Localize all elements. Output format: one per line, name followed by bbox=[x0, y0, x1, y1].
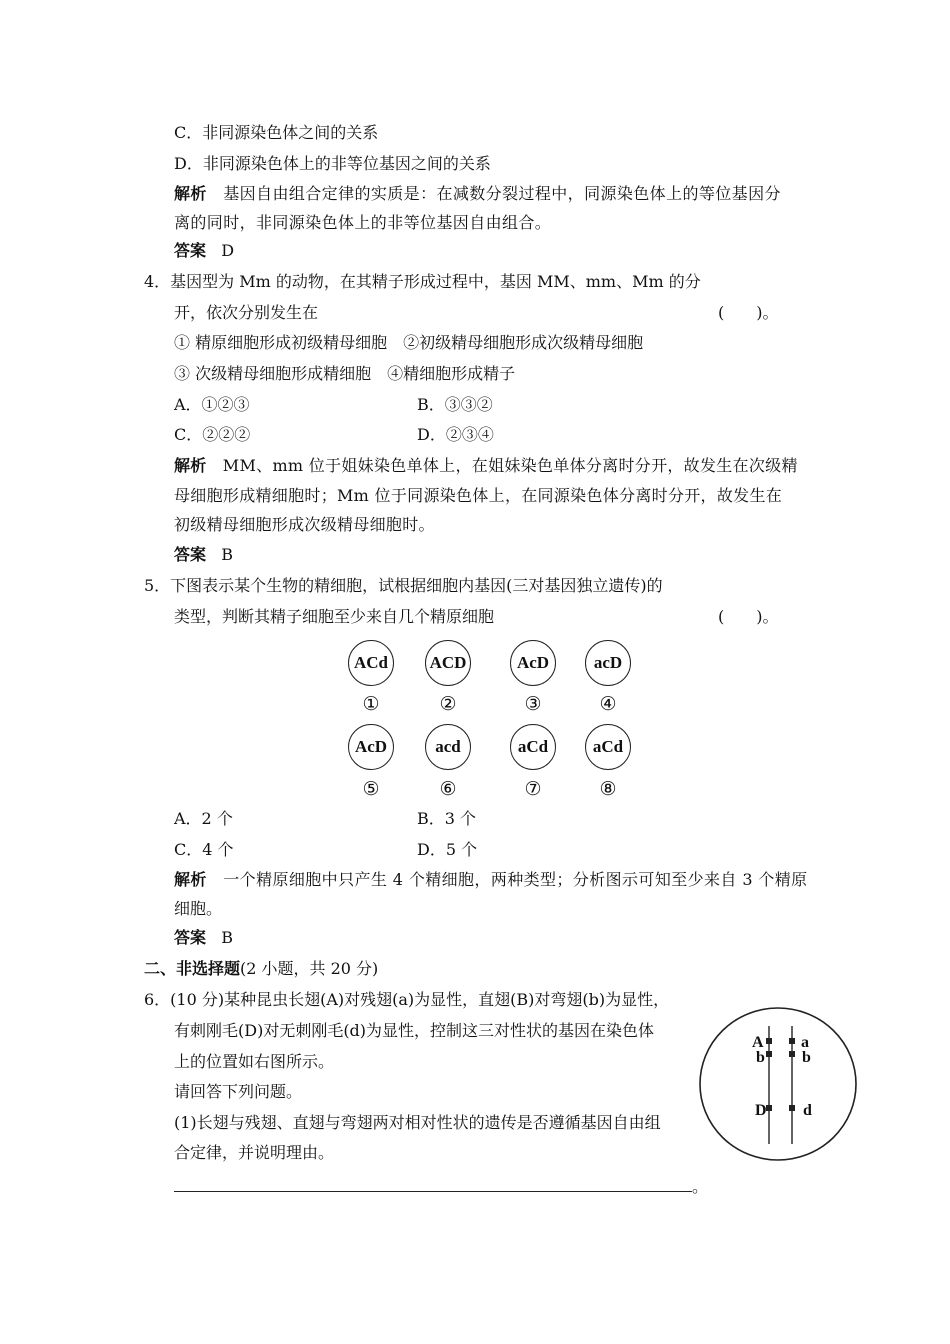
q3-option-d: D．非同源染色体上的非等位基因之间的关系 bbox=[174, 154, 491, 173]
q5-stem-line-2: 类型，判断其精子细胞至少来自几个精原细胞 bbox=[174, 607, 495, 626]
cell-number-1: ① bbox=[362, 693, 380, 715]
q5-option-c: C．4 个 bbox=[174, 840, 234, 859]
q4-option-b: B．③③② bbox=[417, 395, 493, 414]
q3-analysis-line-1 bbox=[174, 184, 781, 204]
answer-label: 答案 bbox=[174, 545, 207, 564]
q5-answer-bracket: ( )。 bbox=[718, 607, 779, 626]
q4-option-c: C．②②② bbox=[174, 425, 251, 444]
answer-blank-line bbox=[174, 1179, 692, 1192]
q6-sub1-line-1: (1)长翅与残翅、直翅与弯翅两对相对性状的遗传是否遵循基因自由组 bbox=[174, 1113, 661, 1132]
q6-answer-blank bbox=[174, 1177, 708, 1197]
q4-option-a: A．①②③ bbox=[174, 395, 250, 414]
q5-option-b: B．3 个 bbox=[417, 809, 477, 828]
sperm-cell-1: ACd bbox=[348, 640, 394, 686]
analysis-label: 解析 bbox=[174, 870, 207, 889]
answer-value: B bbox=[221, 545, 234, 564]
sperm-cell-6: acd bbox=[425, 724, 471, 770]
gene-locus-A bbox=[766, 1038, 772, 1044]
answer-label: 答案 bbox=[174, 241, 207, 260]
label-a: a bbox=[801, 1034, 809, 1051]
q6-stem-line-3: 上的位置如右图所示。 bbox=[174, 1052, 335, 1071]
label-D: D bbox=[755, 1102, 767, 1119]
q4-items-line-2: ③ 次级精母细胞形成精细胞 ④精细胞形成精子 bbox=[174, 364, 516, 383]
q3-option-c: C．非同源染色体之间的关系 bbox=[174, 123, 379, 142]
q3-analysis-line-2: 离的同时，非同源染色体上的非等位基因自由组合。 bbox=[174, 213, 552, 232]
section-2-note: (2 小题，共 20 分) bbox=[240, 959, 379, 978]
chromosome-diagram bbox=[698, 1006, 860, 1162]
q5-answer bbox=[174, 928, 233, 948]
q5-option-d: D．5 个 bbox=[417, 840, 478, 859]
q5-stem-line-1: 5．下图表示某个生物的精细胞，试根据细胞内基因(三对基因独立遗传)的 bbox=[144, 576, 663, 595]
analysis-text: 一个精原细胞中只产生 4 个精细胞，两种类型；分析图示可知至少来自 3 个精原 bbox=[223, 870, 808, 889]
q6-stem-line-1: 6．(10 分)某种昆虫长翅(A)对残翅(a)为显性，直翅(B)对弯翅(b)为显性， bbox=[144, 990, 670, 1009]
q4-analysis-line-3: 初级精母细胞形成次级精母细胞时。 bbox=[174, 515, 435, 534]
q6-sub1-line-2: 合定律，并说明理由。 bbox=[174, 1143, 335, 1162]
label-A: A bbox=[752, 1034, 764, 1051]
analysis-text: 基因自由组合定律的实质是：在减数分裂过程中，同源染色体上的等位基因分 bbox=[223, 184, 781, 203]
label-b-right: b bbox=[802, 1049, 811, 1066]
q6-prompt: 请回答下列问题。 bbox=[174, 1082, 303, 1101]
sperm-cell-8: aCd bbox=[585, 724, 631, 770]
q4-items-line-1: ① 精原细胞形成初级精母细胞 ②初级精母细胞形成次级精母细胞 bbox=[174, 333, 644, 352]
gene-locus-b-left bbox=[766, 1051, 772, 1057]
gene-locus-D bbox=[766, 1105, 772, 1111]
sperm-cell-2: ACD bbox=[425, 640, 471, 686]
q4-analysis-line-2: 母细胞形成精细胞时；Mm 位于同源染色体上，在同源染色体分离时分开，故发生在 bbox=[174, 486, 783, 505]
analysis-label: 解析 bbox=[174, 456, 207, 475]
sperm-cell-7: aCd bbox=[510, 724, 556, 770]
cell-number-5: ⑤ bbox=[362, 778, 380, 800]
q4-option-d: D．②③④ bbox=[417, 425, 494, 444]
analysis-label: 解析 bbox=[174, 184, 207, 203]
q4-answer bbox=[174, 545, 233, 565]
cell-number-4: ④ bbox=[599, 693, 617, 715]
cell-number-2: ② bbox=[439, 693, 457, 715]
cell-number-7: ⑦ bbox=[524, 778, 542, 800]
q4-stem-line-1: 4．基因型为 Mm 的动物，在其精子形成过程中，基因 MM、mm、Mm 的分 bbox=[144, 272, 701, 291]
q5-analysis-line-2: 细胞。 bbox=[174, 899, 223, 918]
gene-locus-b-right bbox=[789, 1051, 795, 1057]
cell-number-6: ⑥ bbox=[439, 778, 457, 800]
cell-number-8: ⑧ bbox=[599, 778, 617, 800]
answer-value: B bbox=[221, 928, 234, 947]
q3-answer bbox=[174, 241, 234, 261]
section-2-title: 二、非选择题 bbox=[144, 959, 241, 978]
label-b-left: b bbox=[756, 1049, 765, 1066]
q4-analysis-line-1 bbox=[174, 456, 798, 476]
answer-blank-end: 。 bbox=[692, 1177, 709, 1196]
gene-locus-a bbox=[789, 1038, 795, 1044]
q4-stem-line-2: 开，依次分别发生在 bbox=[174, 303, 319, 322]
gene-locus-d bbox=[789, 1105, 795, 1111]
q6-stem-line-2: 有刺刚毛(D)对无刺刚毛(d)为显性，控制这三对性状的基因在染色体 bbox=[174, 1021, 655, 1040]
analysis-text: MM、mm 位于姐妹染色单体上，在姐妹染色单体分离时分开，故发生在次级精 bbox=[222, 456, 798, 475]
cell-number-3: ③ bbox=[524, 693, 542, 715]
sperm-cell-5: AcD bbox=[348, 724, 394, 770]
sperm-cell-4: acD bbox=[585, 640, 631, 686]
section-2-heading bbox=[144, 959, 378, 979]
cell-outline bbox=[700, 1008, 856, 1160]
q4-answer-bracket: ( )。 bbox=[718, 303, 779, 322]
sperm-cell-3: AcD bbox=[510, 640, 556, 686]
answer-value: D bbox=[221, 241, 235, 260]
label-d: d bbox=[803, 1102, 812, 1119]
q5-analysis-line-1 bbox=[174, 870, 808, 890]
answer-label: 答案 bbox=[174, 928, 207, 947]
q5-option-a: A．2 个 bbox=[174, 809, 233, 828]
